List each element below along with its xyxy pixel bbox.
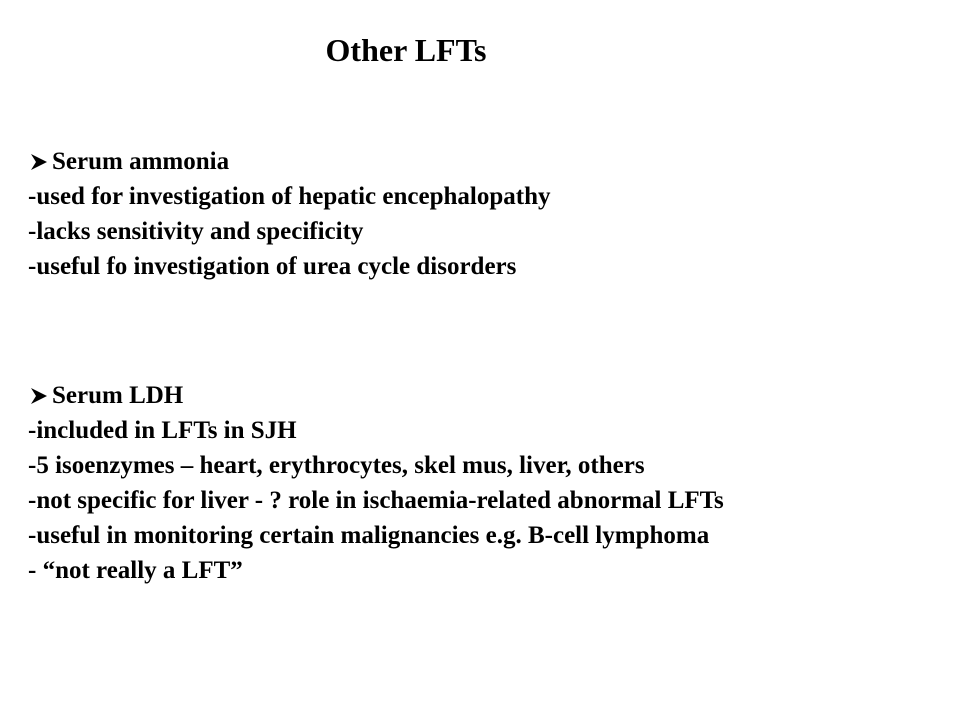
list-item: -useful in monitoring certain malignancies e.g. B-cell lymphoma	[28, 522, 710, 549]
section-heading-text: Serum LDH	[52, 382, 184, 409]
list-item: -lacks sensitivity and specificity	[28, 218, 364, 245]
list-item: -not specific for liver - ? role in ischaemia-related abnormal LFTs	[28, 487, 724, 514]
section-heading-text: Serum ammonia	[52, 148, 230, 175]
list-item: -useful fo investigation of urea cycle disorders	[28, 253, 517, 280]
list-item: -included in LFTs in SJH	[28, 417, 297, 444]
list-item: -used for investigation of hepatic encephalopathy	[28, 183, 551, 210]
slide-title: Other LFTs	[325, 32, 487, 68]
list-item: - “not really a LFT”	[28, 557, 243, 584]
section-serum-ldh	[28, 378, 948, 588]
section-heading	[28, 378, 948, 413]
arrow-bullet-icon	[30, 387, 48, 405]
section-serum-ammonia	[28, 144, 948, 284]
arrow-bullet-icon	[30, 153, 48, 171]
list-item: -5 isoenzymes – heart, erythrocytes, skel mus, liver, others	[28, 452, 645, 479]
section-heading	[28, 144, 948, 179]
